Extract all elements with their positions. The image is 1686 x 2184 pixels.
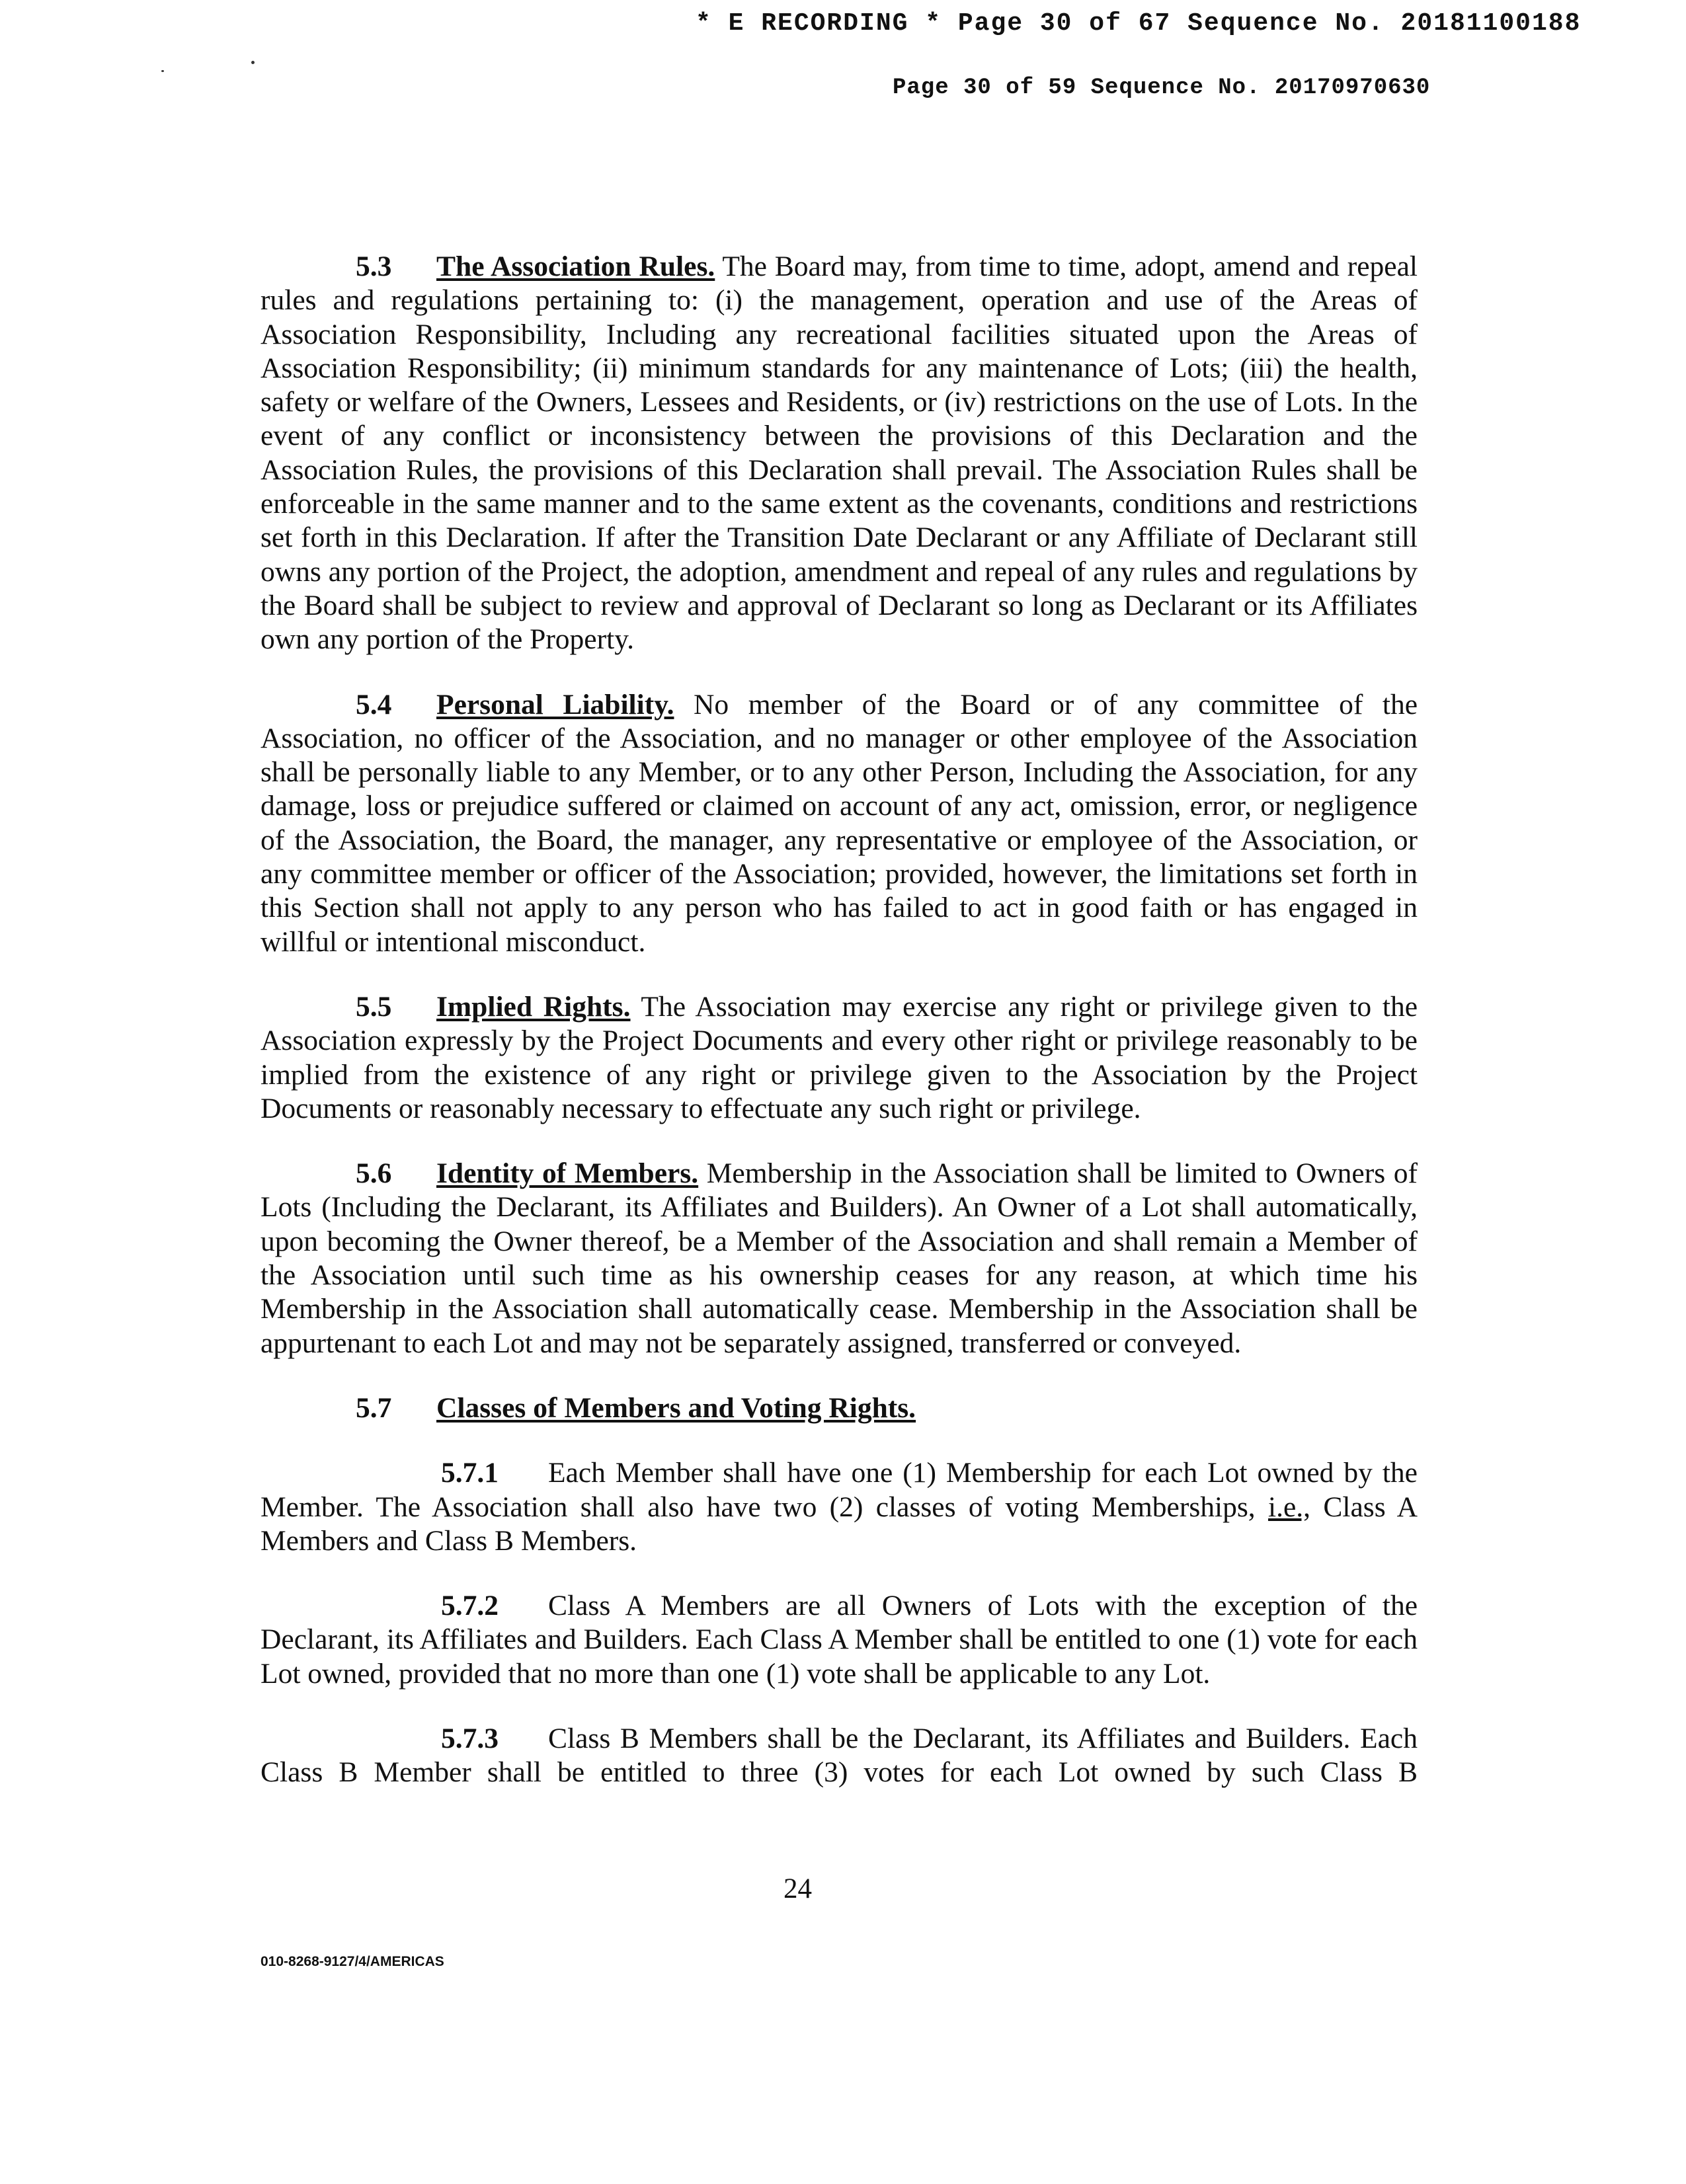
section-heading: Classes of Members and Voting Rights. [436,1391,916,1424]
section-5-7-2 [261,1589,1418,1691]
section-5-3 [261,250,1418,657]
subsection-number: 5.7.1 [441,1457,499,1489]
section-text: The Board may, from time to time, adopt, amend and repeal rules and regulations pertaining to: (i) the management, operation and use of the Areas of Association Responsibility, Including any recreational facilities situated upon the Areas of Association Responsibility; (ii) minimum standards for any maintenance of Lots; (iii) the health, safety or welfare of the Owners, Lessees and Residents, or (iv) restrictions on the use of Lots. In the event of any conflict or inconsistency between the provisions of this Declaration and the Association Rules, the provisions of this Declaration shall prevail. The Association Rules shall be enforceable in the same manner and to the same extent as the covenants, conditions and restrictions set forth in this Declaration. If after the Transition Date Declarant or any Affiliate of Declarant still owns any portion of the Project, the adoption, amendment and repeal of any rules and regulations by the Board shall be subject to review and approval of Declarant so long as Declarant or its Affiliates own any portion of the Property. [261,251,1418,656]
section-5-7-1 [261,1456,1418,1558]
subsection-text: Class A Members are all Owners of Lots with the exception of the Declarant, its Affiliates and Builders. Each Class A Member shall be entitled to one (1) vote for each Lot owned, provided that no more than one (1) vote shall be applicable to any Lot. [261,1590,1418,1690]
section-heading: The Association Rules. [436,251,715,282]
sequence-stamp: Page 30 of 59 Sequence No. 20170970630 [893,75,1431,100]
section-5-6 [261,1157,1418,1360]
section-5-7-3 [261,1722,1418,1790]
page-number: 24 [783,1873,812,1904]
subsection-text: Class B Members shall be the Declarant, its Affiliates and Builders. Each Class B Member shall be entitled to three (3) votes for each Lot owned by such Class B [261,1722,1418,1789]
section-number: 5.4 [356,688,392,721]
section-5-5 [261,990,1418,1126]
document-body [261,250,1418,1821]
section-number: 5.7 [356,1391,392,1424]
ie-abbreviation: i.e., [1268,1491,1311,1523]
section-heading: Identity of Members. [436,1157,699,1190]
subsection-text: Each Member shall have one (1) Membership for each Lot owned by the Member. The Association shall also have two (2) classes of voting Memberships, [261,1457,1418,1523]
subsection-number: 5.7.2 [441,1590,499,1622]
section-number: 5.6 [356,1157,392,1190]
section-number: 5.5 [356,990,392,1023]
subsection-number: 5.7.3 [441,1722,499,1754]
section-heading: Personal Liability. [436,688,674,721]
section-text: No member of the Board or of any committee of the Association, no officer of the Association, and no manager or other employee of the Association shall be personally liable to any Member, or to any other Person, Including the Association, for any damage, loss or prejudice suffered or claimed on account of any act, omission, error, or negligence of the Association, the Board, the manager, any representative or employee of the Association, or any committee member or officer of the Association; provided, however, the limitations set forth in this Section shall not apply to any person who has failed to act in good faith or has engaged in willful or intentional misconduct. [261,688,1418,958]
scan-speck [251,61,255,64]
section-5-4 [261,688,1418,959]
scan-speck [161,70,164,72]
document-id: 010-8268-9127/4/AMERICAS [261,1954,444,1969]
section-number: 5.3 [356,251,392,282]
section-text: The Association may exercise any right or privilege given to the Association expressly by the Project Documents and every other right or privilege reasonably to be implied from the existence of any right or privilege given to the Association by the Project Documents or reasonably necessary to effectuate any such right or privilege. [261,990,1418,1124]
recording-stamp: * E RECORDING * Page 30 of 67 Sequence No. 20181100188 [696,9,1582,38]
subsection-text: Class A Members and Class B Members. [261,1491,1418,1557]
section-heading: Implied Rights. [436,990,631,1023]
section-5-7 [261,1391,1418,1425]
section-text: Membership in the Association shall be limited to Owners of Lots (Including the Declarant, its Affiliates and Builders). An Owner of a Lot shall automatically, upon becoming the Owner thereof, be a Member of the Association and shall remain a Member of the Association until such time as his ownership ceases for any reason, at which time his Membership in the Association shall automatically cease. Membership in the Association shall be appurtenant to each Lot and may not be separately assigned, transferred or conveyed. [261,1157,1418,1359]
